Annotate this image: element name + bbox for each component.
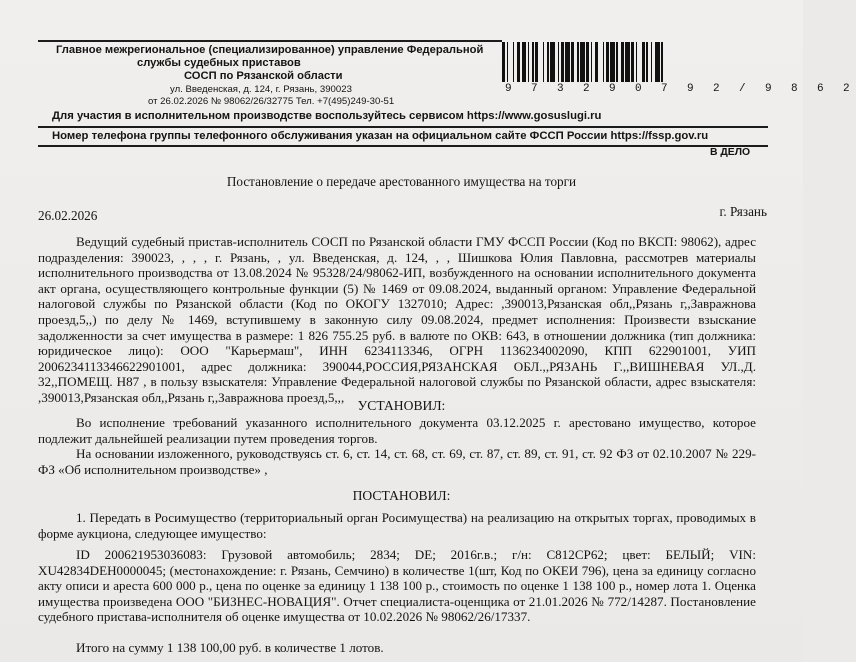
barcode-bar (661, 42, 663, 82)
intro-paragraph: Ведущий судебный пристав-исполнитель СОСП по Рязанской области ГМУ ФССП России (Код по ВКСП: 98062), адрес подразделения: 390023, , , , г. Рязань, , ул. Введенская, д. 124, , , Шишкова Юлия Павловна, рассмотрев материалы исполнительного производства от 13.08.2024 № 95328/24/98062-ИП, возбужденного на основании исполнительного документа акт органа, осуществляющего контрольные функции (5) № 1469 от 09.08.2024, выданный органом: Управление Федеральной налоговой службы по Рязанской области (Код по ОКОГУ 1327010; Адрес: ,390013,Рязанская обл,,Рязань г,,Завражнова проезд,5,,) по делу № 1469, вступившему в законную силу 09.08.2024, предмет исполнения: Произвести взыскание задолженности за счет имущества в размере: 1 826 755.25 руб. в валюте по ОКВ: 643, в отношении должника (тип должника: юридическое лицо): ООО "Карьермаш", ИНН 6234113346, ОГРН 1136234002090, КПП 622901001, УИП 2006234113346622901001, адрес должника: 390044,РОССИЯ,РЯЗАНСКАЯ ОБЛ.,,РЯЗАНЬ Г.,,ВИШНЕВАЯ УЛ.,Д. 32,,ПОМЕЩ. Н87 , в пользу взыскателя: Управление Федеральной налоговой службы по Рязанской области, адрес взыскателя: ,390013,Рязанская обл,,Рязань г,,Завражнова проезд,5,,, (38, 234, 756, 405)
barcode-bar (625, 42, 630, 82)
barcode-bar (532, 42, 534, 82)
ustanovil-heading: УСТАНОВИЛ: (357, 398, 446, 413)
document-date: 26.02.2026 (38, 208, 98, 223)
barcode-bar (642, 42, 645, 82)
header-rule-2 (38, 145, 768, 147)
ustanovil-paragraph: Во исполнение требований указанного исполнительного документа 03.12.2025 г. арестовано имущество, которое подлежит дальнейшей реализации путем проведения торгов. (38, 415, 756, 446)
barcode-bar (561, 42, 564, 82)
barcode-bar (606, 42, 609, 82)
barcode-bar (550, 42, 555, 82)
barcode-bar (543, 42, 545, 82)
barcode-bar (586, 42, 589, 82)
v-delo-mark: В ДЕЛО (710, 147, 751, 158)
header-rule-1 (38, 126, 768, 128)
barcode-bar (651, 42, 653, 82)
barcode-bar (571, 42, 574, 82)
gosuslugi-note: Для участия в исполнительном производстве воспользуйтесь сервисом https://www.gosuslugi.ru (52, 110, 602, 122)
barcode-bar (528, 42, 530, 82)
barcode-bar (646, 42, 648, 82)
barcode-bar (565, 42, 570, 82)
doc-reference: от 26.02.2026 № 98062/26/32775 Тел. +7(495)249-30-51 (148, 96, 395, 107)
barcode-bar (558, 42, 560, 82)
document-city: г. Рязань (719, 204, 767, 219)
barcode-bar (595, 42, 598, 82)
total-line: Итого на сумму 1 138 100,00 руб. в количестве 1 лотов. (76, 640, 384, 655)
org-department: СОСП по Рязанской области (184, 70, 343, 82)
barcode-bar (513, 42, 515, 82)
top-rule (38, 40, 502, 42)
barcode-bar (502, 42, 505, 82)
barcode-bar (577, 42, 579, 82)
barcode-bar (580, 42, 585, 82)
barcode-bar (507, 42, 509, 82)
barcode-digits: 9 7 3 2 9 0 7 9 2 / 9 8 6 2 (505, 83, 856, 95)
barcode-bar (655, 42, 660, 82)
document-title: Постановление о передаче арестованного имущества на торги (226, 174, 577, 189)
barcode (502, 42, 770, 82)
org-name-line1: Главное межрегиональное (специализированное) управление Федеральной (56, 44, 484, 56)
property-description: ID 200621953036083: Грузовой автомобиль; 2834; DE; 2016г.в.; г/н: С812СР62; цвет: БЕЛЫЙ; VIN: XU42834DEH0000045; (местонахождение: г. Рязань, Семчино) в количестве 1(шт, Код по ОКЕИ 796), цена за единицу согласно акту описи и ареста 600 000 р., цена по оценке за единицу 1 138 100 р., стоимость по оценке 1 138 100 р., номер лота 1. Оценка имущества произведена ООО "БИЗНЕС-НОВАЦИЯ". Отчет специалиста-оценщика от 21.01.2026 № 772/14287. Постановление судебного пристава-исполнителя об оценке имущества от 10.02.2026 № 98062/26/17337. (38, 547, 756, 625)
barcode-bar (631, 42, 634, 82)
barcode-bar (636, 42, 638, 82)
barcode-bar (621, 42, 624, 82)
item-1-paragraph: 1. Передать в Росимущество (территориальный орган Росимущества) на реализацию на открытых торгах, проводимых в форме аукциона, следующее имущество: (38, 510, 756, 541)
barcode-bar (547, 42, 549, 82)
phone-note: Номер телефона группы телефонного обслуживания указан на официальном сайте ФССП России https://fssp.gov.ru (52, 130, 709, 142)
org-name-line2: службы судебных приставов (137, 57, 301, 69)
barcode-bar (591, 42, 593, 82)
barcode-bar (522, 42, 527, 82)
barcode-bar (517, 42, 520, 82)
barcode-bar (616, 42, 618, 82)
barcode-bar (603, 42, 605, 82)
org-address: ул. Введенская, д. 124, г. Рязань, 390023 (170, 84, 352, 95)
postanovil-heading: ПОСТАНОВИЛ: (352, 488, 451, 503)
basis-paragraph: На основании изложенного, руководствуясь ст. 6, ст. 14, ст. 68, ст. 69, ст. 87, ст. 89, ст. 91, ст. 92 ФЗ от 02.10.2007 № 229-ФЗ «Об исполнительном производстве» , (38, 446, 756, 477)
barcode-bar (610, 42, 615, 82)
barcode-bar (535, 42, 538, 82)
